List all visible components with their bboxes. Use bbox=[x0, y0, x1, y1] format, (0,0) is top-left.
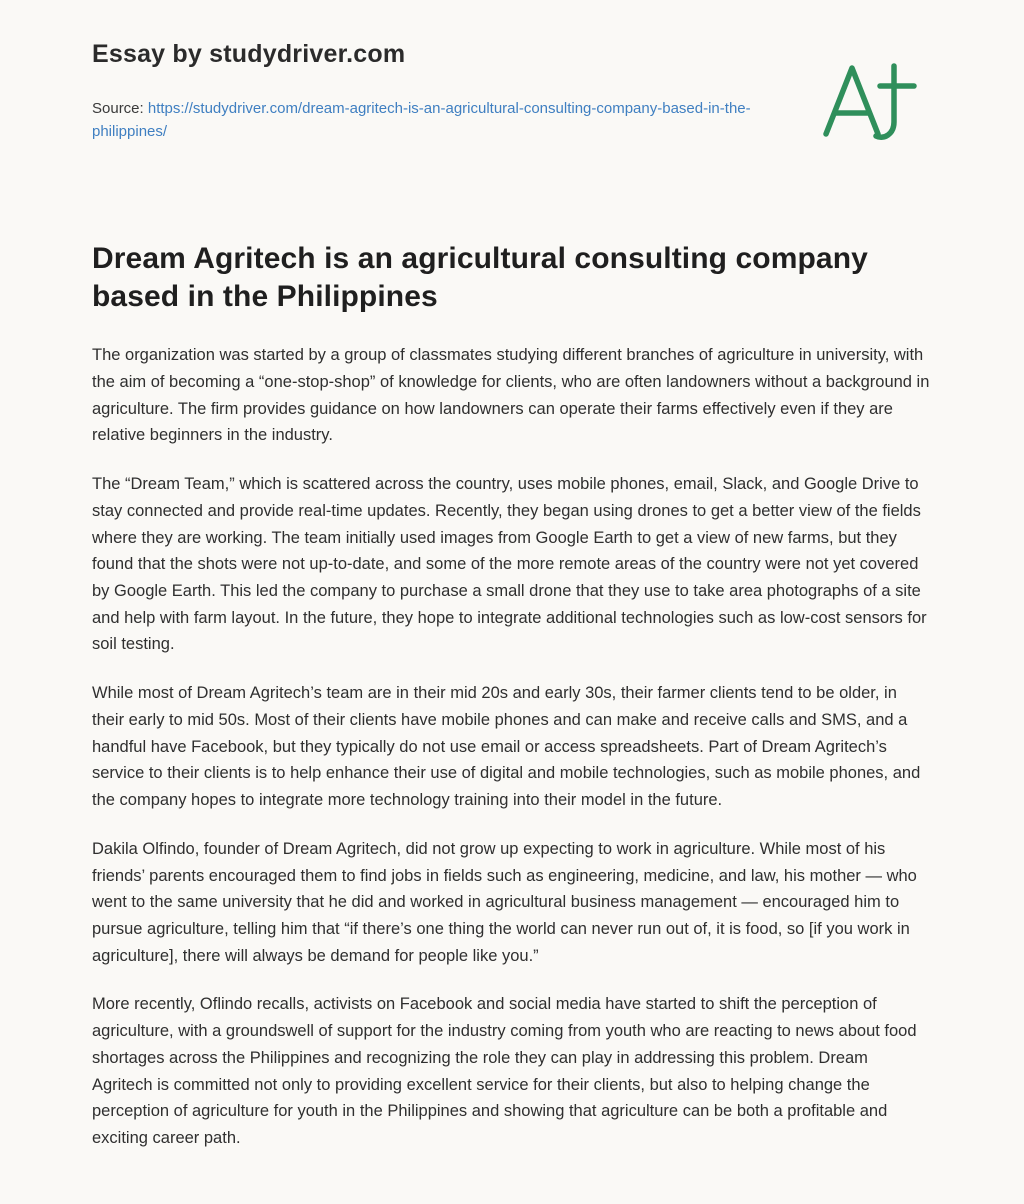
source-line bbox=[92, 97, 752, 144]
paragraph: More recently, Oflindo recalls, activists on Facebook and social media have started to shift the perception of agriculture, with a groundswell of support for the industry coming from youth who are reacting to news about food shortages across the Philippines and recognizing the role they can play in addressing this problem. Dream Agritech is committed not only to providing excellent service for their clients, but also to helping change the perception of agriculture for youth in the Philippines and showing that agriculture can be both a profitable and exciting career path. bbox=[92, 995, 917, 1147]
studydriver-logo-icon bbox=[818, 58, 928, 148]
page-title: Dream Agritech is an agricultural consulting company based in the Philippines bbox=[92, 241, 868, 313]
source-url-link[interactable]: https://studydriver.com/dream-agritech-is-an-agricultural-consulting-company-based-in-the-philippines/ bbox=[92, 100, 751, 141]
essay-byline: Essay by studydriver.com bbox=[92, 40, 406, 68]
paragraph: While most of Dream Agritech’s team are in their mid 20s and early 30s, their farmer clients tend to be older, in their early to mid 50s. Most of their clients have mobile phones and can make and receive calls and SMS, and a handful have Facebook, but they typically do not use email or access spreadsheets. Part of Dream Agritech’s service to their clients is to help enhance their use of digital and mobile technologies, such as mobile phones, and the company hopes to integrate more technology training into their model in the future. bbox=[92, 684, 921, 810]
article-body bbox=[92, 342, 932, 1151]
source-label: Source: bbox=[92, 100, 144, 117]
paragraph: The organization was started by a group of classmates studying different branches of agriculture in university, with the aim of becoming a “one-stop-shop” of knowledge for clients, who are often landowners without a background in agriculture. The firm provides guidance on how landowners can operate their farms effectively even if they are relative beginners in the industry. bbox=[92, 346, 930, 445]
paragraph: Dakila Olfindo, founder of Dream Agritech, did not grow up expecting to work in agriculture. While most of his friends’ parents encouraged them to find jobs in fields such as engineering, medicine, and law, his mother — who went to the same university that he did and worked in agricultural business management — encouraged him to pursue agriculture, telling him that “if there’s one thing the world can never run out of, it is food, so [if you work in agriculture], there will always be demand for people like you.” bbox=[92, 839, 917, 965]
paragraph: The “Dream Team,” which is scattered across the country, uses mobile phones, email, Slack, and Google Drive to stay connected and provide real-time updates. Recently, they began using drones to get a better view of the fields where they are working. The team initially used images from Google Earth to get a view of new farms, but they found that the shots were not up-to-date, and some of the more remote areas of the country were not yet covered by Google Earth. This led the company to purchase a small drone that they use to take area photographs of a site and help with farm layout. In the future, they hope to integrate additional technologies such as low-cost sensors for soil testing. bbox=[92, 475, 927, 654]
